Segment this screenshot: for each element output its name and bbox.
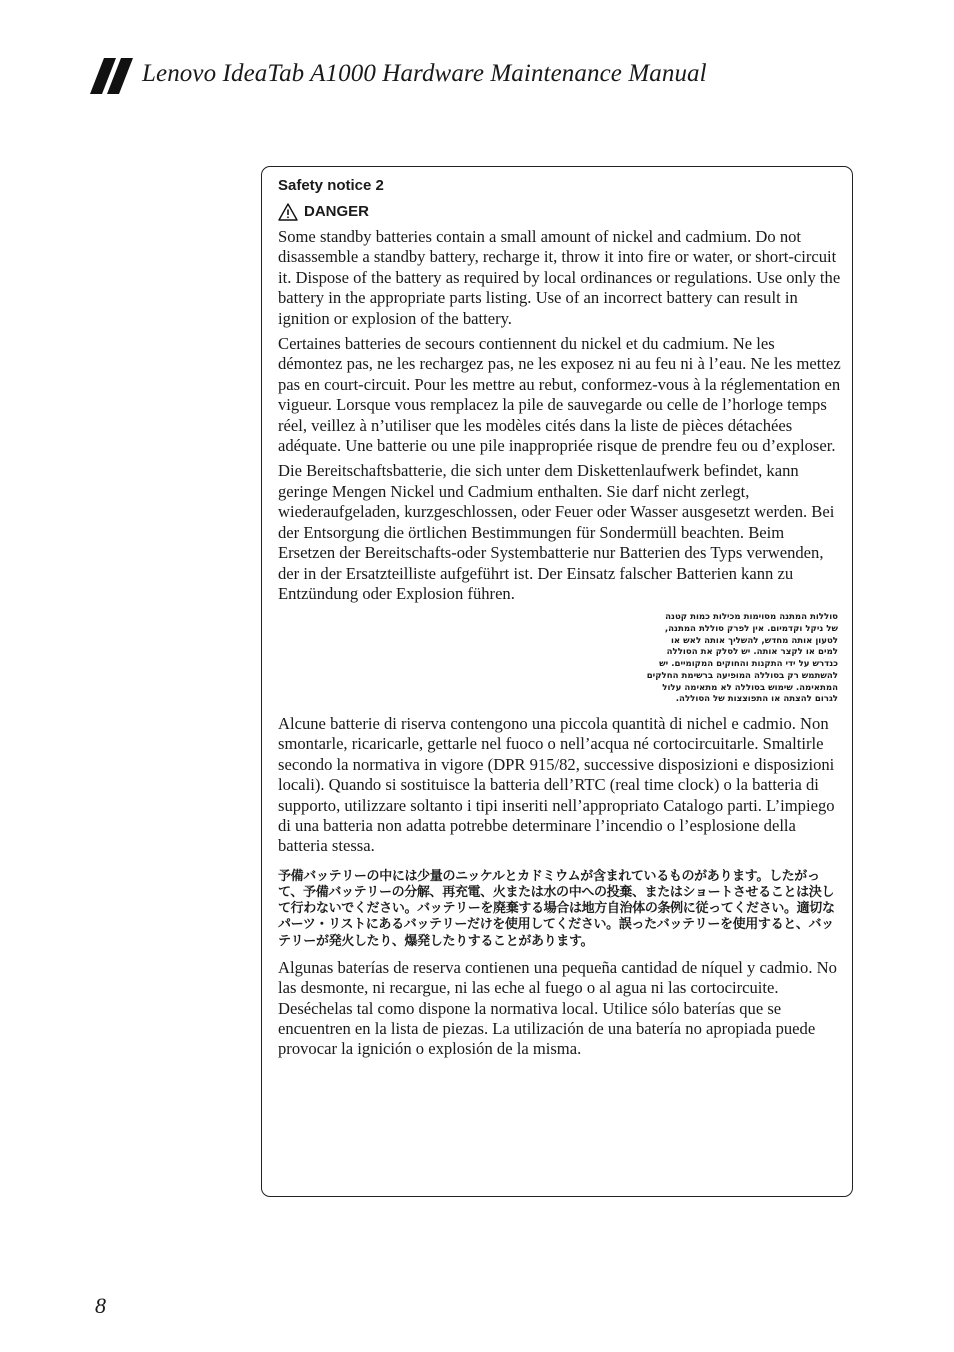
notice-paragraph-hebrew (278, 612, 842, 706)
hebrew-line: כנדרש על ידי התקנות והחוקים המקומיים. יש (659, 659, 838, 670)
manual-title: Lenovo IdeaTab A1000 Hardware Maintenance Manual (142, 60, 707, 87)
notice-paragraph-french: Certaines batteries de secours contiennent du nickel et du cadmium. Ne les démontez pas, ne les rechargez pas, ne les exposez ni au feu ni à l’eau. Ne les mettez pas en court-circuit. Pour les mettre au rebut, conformez-vous à la réglementation en vigueur. Lorsque vous remplacez la pile de sauvegarde ou celle de l’horloge temps réel, veillez à n’utiliser que les modèles cités dans la liste de pièces détachées adéquate. Une batterie ou une pile inappropriée risque de prendre feu ou d’exploser. (278, 334, 841, 456)
hebrew-line: לטעון אותה מחדש, להשליך אותה לאש או (670, 635, 838, 646)
notice-paragraph-german: Die Bereitschaftsbatterie, die sich unter dem Diskettenlaufwerk befindet, kann geringe Mengen Nickel und Cadmium enthalten. Sie darf nicht zerlegt, wiederaufgeladen, kurzgeschlossen, oder Feuer oder Wasser ausgesetzt werden. Bei der Entsorgung die örtlichen Bestimmungen für Sondermüll beachten. Beim Ersetzen der Bereitschafts-oder Systembatterie nur Batterien des Typs verwenden, der in der Ersatzteilliste aufgeführt ist. Der Einsatz falscher Batterien kann zu Entzündung oder Explosion führen. (278, 461, 835, 603)
hebrew-line: להשתמש רק בסוללה המופיעה ברשימת החלקים (646, 670, 838, 681)
page-header (90, 56, 890, 96)
page-number: 8 (95, 1293, 106, 1318)
danger-heading (278, 203, 842, 221)
safety-notice-content (278, 177, 842, 1065)
hebrew-line: סוללות המתנה מסוימות מכילות כמות קטנה (665, 612, 838, 623)
warning-triangle-icon (278, 203, 298, 221)
double-slash-logo-icon (90, 58, 134, 94)
hebrew-line: לגרום להצתה או התפוצצות של הסוללה. (675, 694, 838, 705)
notice-paragraph-italian: Alcune batterie di riserva contengono una piccola quantità di nichel e cadmio. Non smontarle, ricaricarle, gettarle nel fuoco o nell’acqua né cortocircuitarle. Smaltirle secondo la normativa in vigore (DPR 915/82, successive disposizioni e disposizioni locali). Quando si sostituisce la batteria dell’RTC (real time clock) o la batteria di supporto, utilizzare soltanto i tipi inseriti nell’appropriato Catalogo parti. L’impiego di una batteria non adatta potrebbe determinare l’incendio o l’esplosione della batteria stessa. (278, 713, 835, 856)
hebrew-line: למים או לקצר אותה. יש לסלק את הסוללה (666, 647, 838, 658)
safety-notice-title: Safety notice 2 (278, 177, 384, 194)
danger-label: DANGER (304, 203, 370, 220)
notice-paragraph-english: Some standby batteries contain a small amount of nickel and cadmium. Do not disassemble a standby battery, recharge it, throw it into fire or water, or short-circuit it. Dispose of the battery as required by local ordinances or regulations. Use only the battery in the appropriate parts listing. Use of an incorrect battery can result in ignition or explosion of the battery. (278, 227, 841, 328)
hebrew-line: של ניקל וקדמיום. אין לפרק סוללת המתנה, (664, 624, 838, 635)
notice-paragraph-japanese: 予備バッテリーの中には少量のニッケルとカドミウムが含まれているものがあります。したがって、予備バッテリーの分解、再充電、火または水の中への投棄、またはショートさせることは決して行わないでください。バッテリーを廃棄する場合は地方自治体の条例に従ってください。適切なパーツ・リストにあるバッテリーだけを使用してください。誤ったバッテリーを使用すると、バッテリーが発火したり、爆発したりすることがあります。 (278, 868, 835, 949)
hebrew-line: המתאימה. שימוש בסוללה לא מתאימה עלול (662, 682, 838, 693)
notice-paragraph-spanish: Algunas baterías de reserva contienen una pequeña cantidad de níquel y cadmio. No las desmonte, ni recargue, ni las eche al fuego o al agua ni las cortocircuite. Deséchelas tal como dispone la normativa local. Utilice sólo baterías que se encuentren en la lista de piezas. La utilización de una batería no apropiada puede provocar la ignición o explosión de la misma. (278, 957, 837, 1059)
safety-notice-box (261, 166, 853, 1197)
